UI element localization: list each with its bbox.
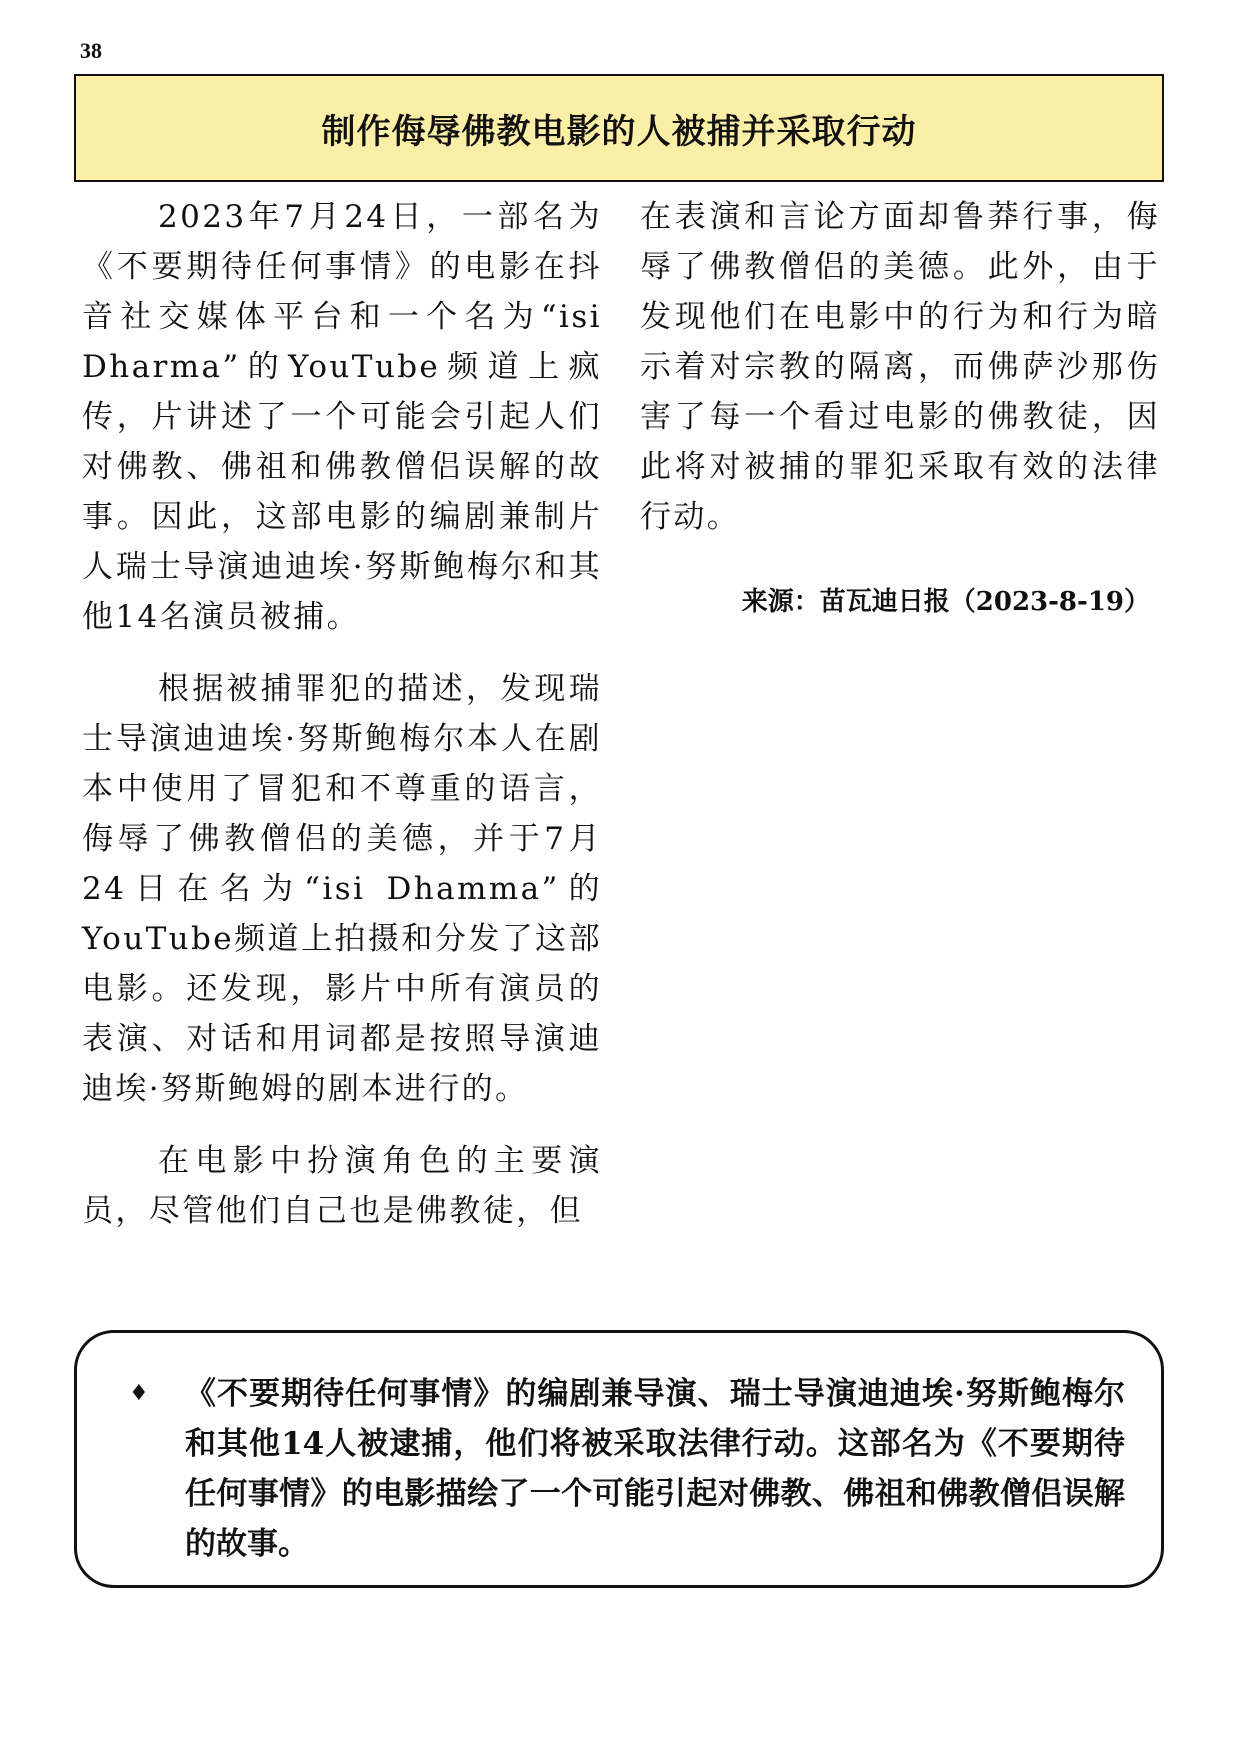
article-paragraph: 在电影中扮演角色的主要演员，尽管他们自己也是佛教徒，但 [82, 1143, 602, 1229]
summary-item [129, 1369, 1125, 1569]
article-column-right [640, 192, 1160, 622]
article-column-left [82, 192, 602, 1258]
page-number: 38 [80, 38, 102, 63]
summary-text: 《不要期待任何事情》的编剧兼导演、瑞士导演迪迪埃·努斯鲍梅尔和其他14人被逮捕，他们将被采取法律行动。这部名为《不要期待任何事情》的电影描绘了一个可能引起对佛教、佛祖和佛教僧侣误解的故事。 [185, 1376, 1125, 1562]
article-paragraph: 2023年7月24日，一部名为《不要期待任何事情》的电影在抖音社交媒体平台和一个名为“isi Dharma”的YouTube频道上疯传，片讲述了一个可能会引起人们对佛教、佛祖和佛教僧侣误解的故事。因此，这部电影的编剧兼制片人瑞士导演迪迪埃·努斯鲍梅尔和其他14名演员被捕。 [82, 199, 602, 635]
article-paragraph-continued: 在表演和言论方面却鲁莽行事，侮辱了佛教僧侣的美德。此外，由于发现他们在电影中的行为和行为暗示着对宗教的隔离，而佛萨沙那伤害了每一个看过电影的佛教徒，因此将对被捕的罪犯采取有效的法律行动。 [640, 199, 1160, 535]
article-source: 来源：苗瓦迪日报（2023-8-19） [741, 587, 1150, 617]
title-banner [74, 74, 1164, 182]
summary-box [74, 1330, 1164, 1588]
article-title: 制作侮辱佛教电影的人被捕并采取行动 [321, 111, 917, 152]
article-paragraph: 根据被捕罪犯的描述，发现瑞士导演迪迪埃·努斯鲍梅尔本人在剧本中使用了冒犯和不尊重的语言，侮辱了佛教僧侣的美德，并于7月24日在名为“isi Dhamma”的YouTube频道上拍摄和分发了这部电影。还发现，影片中所有演员的表演、对话和用词都是按照导演迪迪埃·努斯鲍姆的剧本进行的。 [82, 671, 602, 1107]
diamond-bullet-icon: ♦ [129, 1381, 149, 1406]
